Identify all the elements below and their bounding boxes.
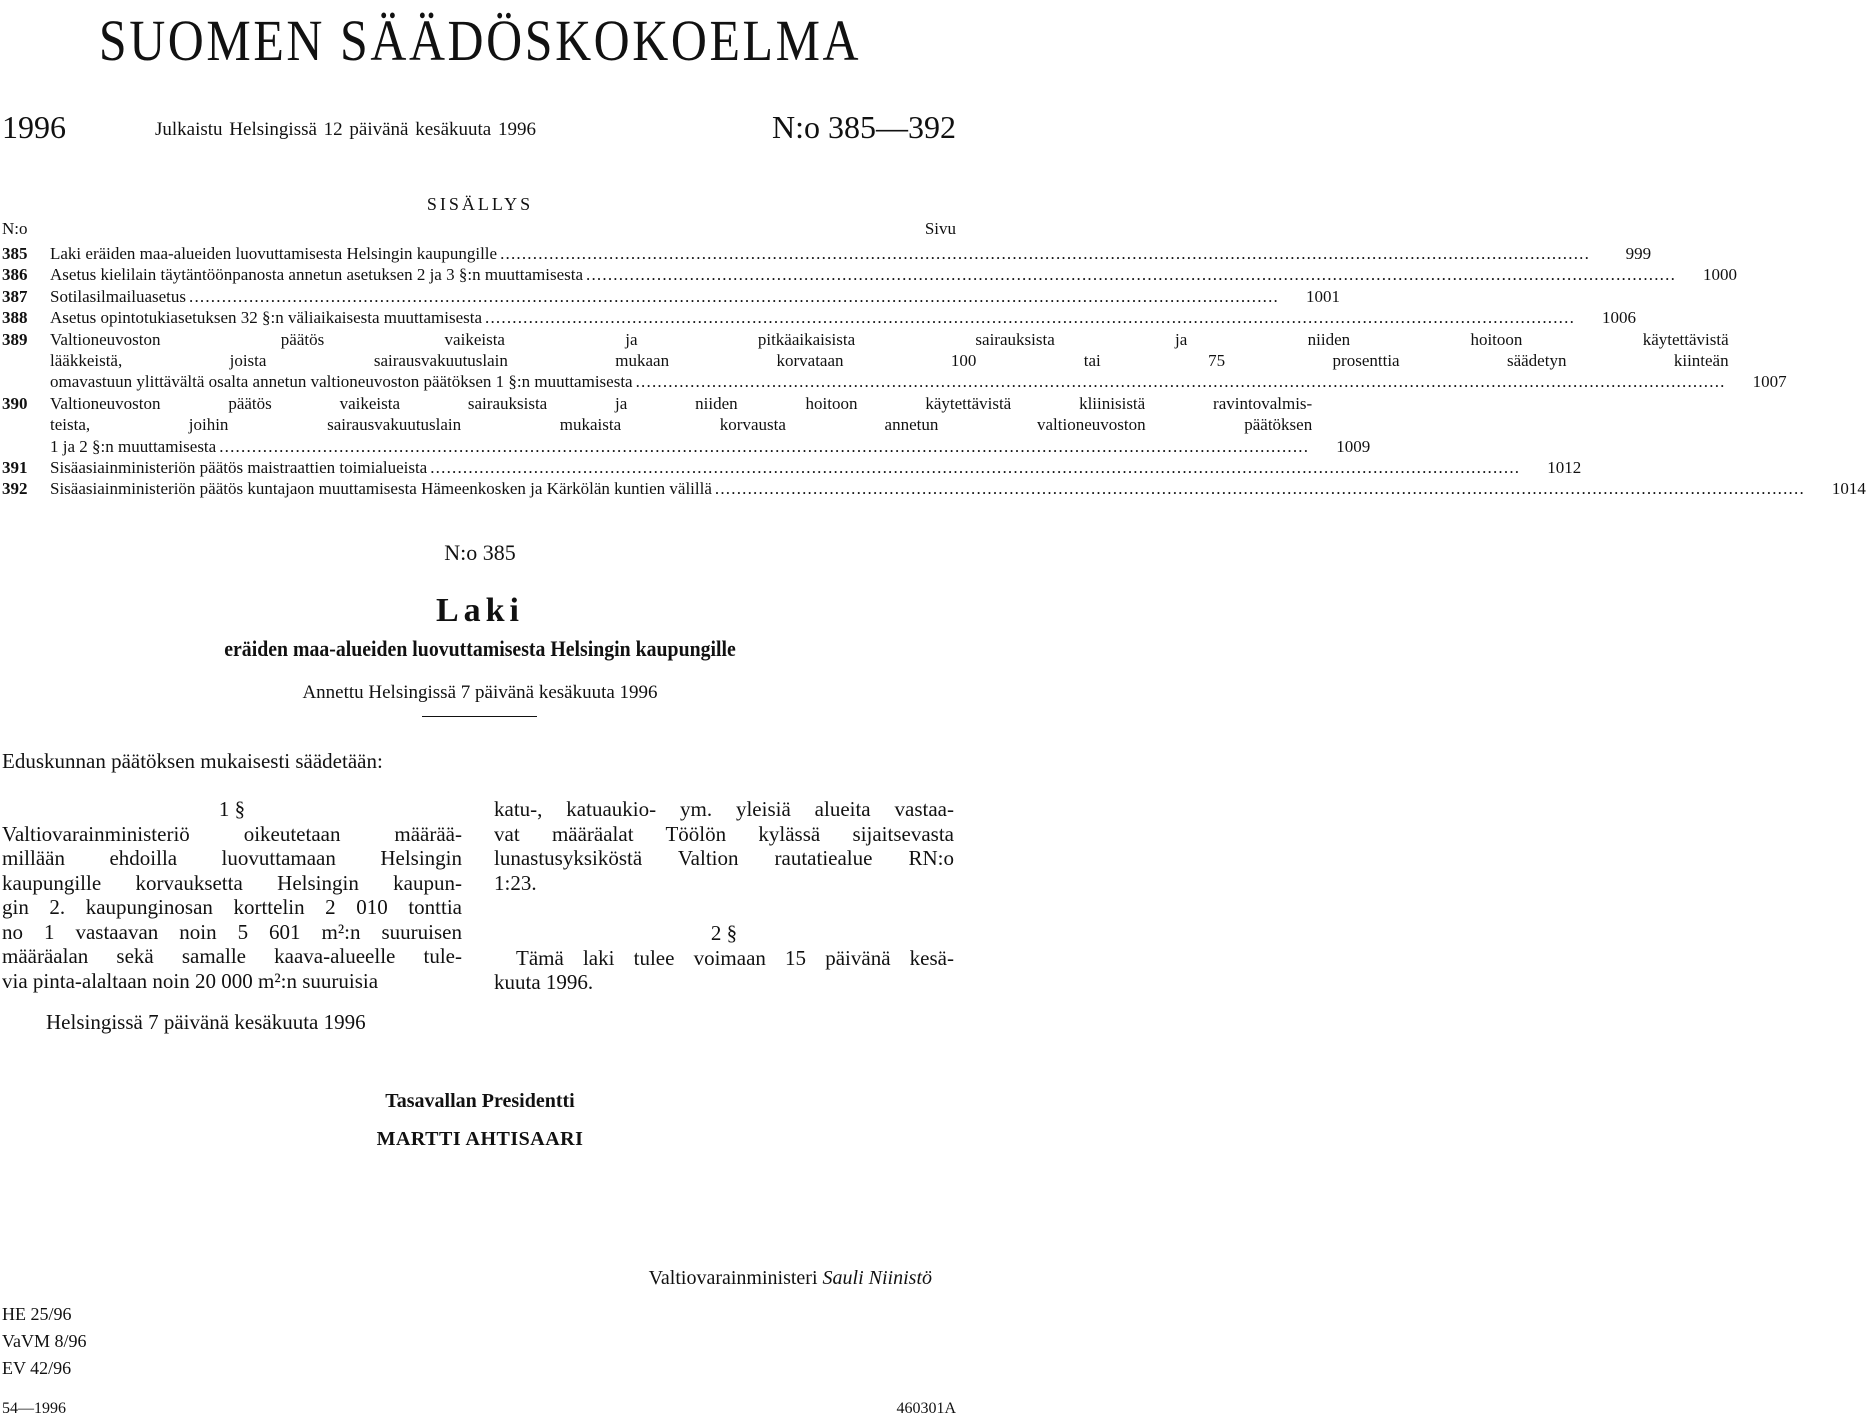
act-title: eräiden maa-alueiden luovuttamisesta Helsingin kaupungille xyxy=(224,636,736,661)
text-line: gin 2. kaupunginosan korttelin 2 010 tonttia xyxy=(2,895,462,919)
toc-entry-title-line: Sotilasilmailuasetus xyxy=(50,286,186,306)
section-1-heading: 1 § xyxy=(218,797,246,821)
minister-title: Valtiovarainministeri xyxy=(648,1267,818,1289)
footer-left-code: 54—1996 xyxy=(2,1400,66,1417)
toc-entry-title-line: omavastuun ylittävältä osalta annetun valtioneuvoston päätöksen 1 §:n muuttamisesta xyxy=(50,372,633,392)
act-given-date: Annettu Helsingissä 7 päivänä kesäkuuta 1996 xyxy=(302,682,658,703)
toc-entry-page: 1009 xyxy=(1336,436,1371,456)
toc-entry-title xyxy=(50,264,1679,285)
toc-number-header: N:o xyxy=(2,219,28,238)
toc-page-header: Sivu xyxy=(924,219,956,238)
toc-entry-title-line: Valtioneuvoston päätös vaikeista sairauksista ja niiden hoitoon käytettävistä kliinisistä ravintovalmis- xyxy=(50,393,1313,413)
toc-entry-title-line: Asetus kielilain täytäntöönpanosta annetun asetuksen 2 ja 3 §:n muuttamisesta xyxy=(50,265,584,285)
text-line: vat määräalat Töölön kylässä sijaitsevasta xyxy=(494,821,954,846)
toc-entry-page: 999 xyxy=(1625,244,1652,263)
toc-entry-title-line: teista, joihin sairausvakuutuslain mukaista korvausta annetun valtioneuvoston päätöksen xyxy=(50,415,1313,435)
dot-leader: ........................................................................................................................................................................................................ xyxy=(430,458,1521,478)
toc-entry-number: 390 xyxy=(2,393,28,413)
text-line: millään ehdoilla luovuttamaan Helsingin xyxy=(2,846,462,870)
toc-entry xyxy=(0,329,1787,393)
section-1-continued xyxy=(494,797,954,895)
toc-entry xyxy=(0,286,1340,307)
issue-numbers: N:o 385—392 xyxy=(772,109,956,145)
toc-entry-title-line: Asetus opintotukiasetuksen 32 §:n väliaikaisesta muuttamisesta xyxy=(50,308,483,328)
toc-entry-number: 388 xyxy=(2,308,28,328)
toc-entry-title-line: 1 ja 2 §:n muuttamisesta xyxy=(50,436,217,456)
reference-code: VaVM 8/96 xyxy=(2,1331,87,1351)
publication-date: Julkaistu Helsingissä 12 päivänä kesäkuuta 1996 xyxy=(155,119,536,140)
masthead-title: SUOMEN SÄÄDÖSKOKOELMA xyxy=(98,8,862,73)
divider xyxy=(422,716,537,717)
minister-signature xyxy=(649,1267,932,1290)
dot-leader: ........................................................................................................................................................................................................ xyxy=(500,244,1591,263)
toc-entry-title-line: Sisäasiainministeriön päätös kuntajaon muuttamisesta Hämeenkosken ja Kärkölän kuntien välillä xyxy=(50,479,712,499)
toc-entry-page: 1000 xyxy=(1703,265,1738,285)
text-line: no 1 vastaavan noin 5 601 m²:n suuruisen xyxy=(2,919,462,944)
act-number: N:o 385 xyxy=(444,540,516,565)
issue-year: 1996 xyxy=(2,109,66,145)
toc-entry-number: 391 xyxy=(2,458,28,478)
text-line: Tämä laki tulee voimaan 15 päivänä kesä- xyxy=(516,945,954,970)
reference-code: EV 42/96 xyxy=(2,1358,72,1378)
footer-right-code: 460301A xyxy=(896,1400,956,1417)
toc-entry-title-line: Valtioneuvoston päätös vaikeista ja pitkäaikaisista sairauksista ja niiden hoitoon käytettävistä xyxy=(50,329,1729,349)
dot-leader: ........................................................................................................................................................................................................ xyxy=(485,308,1576,328)
toc-entry-number: 387 xyxy=(2,286,28,306)
toc-entry-title xyxy=(50,478,1808,499)
toc-entry xyxy=(0,264,1738,285)
toc-entry-title-line: Sisäasiainministeriön päätös maistraattien toimialueista xyxy=(50,458,428,478)
left-column xyxy=(2,797,462,993)
toc-entry-title xyxy=(50,243,1593,264)
dot-leader: ........................................................................................................................................................................................................ xyxy=(189,286,1279,306)
text-line: kuuta 1996. xyxy=(494,970,594,994)
president-title: Tasavallan Presidentti xyxy=(385,1090,575,1112)
toc-entry-number: 385 xyxy=(2,244,28,263)
text-line: lunastusyksiköstä Valtion rautatiealue RN:o xyxy=(494,846,954,870)
section-1-text xyxy=(2,822,462,994)
legislative-references xyxy=(2,1301,87,1382)
dot-leader: ........................................................................................................................................................................................................ xyxy=(219,436,1310,456)
text-line: 1:23. xyxy=(494,870,537,895)
act-kind: Laki xyxy=(435,592,525,629)
toc-entry-title xyxy=(50,457,1523,478)
dot-leader: ........................................................................................................................................................................................................ xyxy=(635,372,1726,392)
president-name: MARTTI AHTISAARI xyxy=(376,1128,584,1150)
toc-entry xyxy=(0,393,1371,457)
toc-entry-title xyxy=(50,307,1578,328)
signing-place-date: Helsingissä 7 päivänä kesäkuuta 1996 xyxy=(46,1010,366,1034)
toc-entry-number: 392 xyxy=(2,479,28,499)
toc-entry-title-line: Laki eräiden maa-alueiden luovuttamisesta Helsingin kaupungille xyxy=(50,244,498,263)
toc-entry-page: 1001 xyxy=(1306,286,1340,306)
toc-title: SISÄLLYS xyxy=(426,194,534,214)
toc-entry-page: 1007 xyxy=(1752,372,1787,392)
text-line: Valtiovarainministeriö oikeutetaan määrää- xyxy=(2,821,462,846)
toc-entry-number: 389 xyxy=(2,329,28,349)
issue-header xyxy=(0,107,960,147)
dot-leader: ........................................................................................................................................................................................................ xyxy=(714,479,1805,499)
text-line: määräalan sekä samalle kaava-alueelle tule- xyxy=(2,944,462,968)
toc-entry-title xyxy=(50,329,1729,393)
toc-entry-title-line: lääkkeistä, joista sairausvakuutuslain mukaan korvataan 100 tai 75 prosenttia säädetyn kiinteän xyxy=(50,351,1729,371)
toc-entry xyxy=(0,478,1866,499)
toc-entry-page: 1014 xyxy=(1831,479,1866,499)
right-column xyxy=(494,797,954,995)
toc-entry xyxy=(0,457,1582,478)
text-line: via pinta-alaltaan noin 20 000 m²:n suuruisia xyxy=(2,968,379,993)
enactment-clause: Eduskunnan päätöksen mukaisesti säädetään: xyxy=(2,749,383,773)
toc-entry-page: 1006 xyxy=(1602,308,1637,328)
section-2-heading: 2 § xyxy=(710,921,738,945)
toc-entry xyxy=(0,243,1652,264)
toc-entry-title xyxy=(50,286,1282,307)
dot-leader: ........................................................................................................................................................................................................ xyxy=(586,265,1677,285)
table-of-contents xyxy=(0,243,1866,500)
toc-entry-page: 1012 xyxy=(1547,458,1582,478)
section-2-text xyxy=(494,946,954,995)
reference-code: HE 25/96 xyxy=(2,1304,72,1324)
toc-entry xyxy=(0,307,1637,328)
minister-name: Sauli Niinistö xyxy=(822,1267,932,1289)
text-line: katu-, katuaukio- ym. yleisiä alueita vastaa- xyxy=(494,797,954,821)
text-line: kaupungille korvauksetta Helsingin kaupun- xyxy=(2,870,462,895)
toc-entry-number: 386 xyxy=(2,265,28,285)
toc-entry-title xyxy=(50,393,1312,457)
